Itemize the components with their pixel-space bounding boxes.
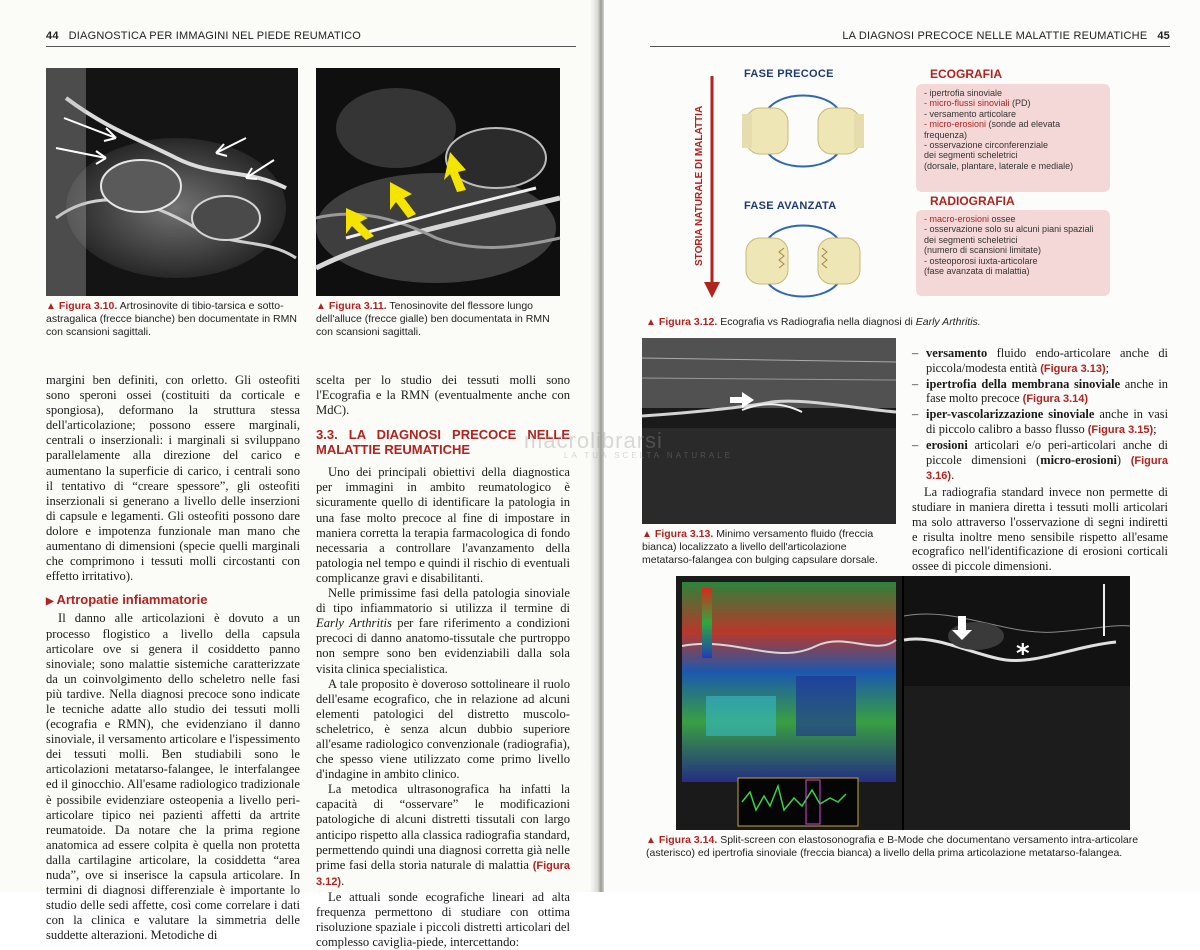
left-text-column-1 bbox=[46, 373, 300, 943]
figure-reference: (Figura 3.13) bbox=[1040, 362, 1106, 375]
caption-text: Minimo versamento fluido (freccia bianca) localizzato a livello dell'articolazione metatarso-falangea con bulging capsulare dorsale. bbox=[642, 528, 878, 566]
disease-history-arrow bbox=[692, 66, 732, 306]
list-item bbox=[912, 438, 1168, 484]
radiografia-box bbox=[916, 210, 1110, 296]
caption-text: Artrosinovite di tibio-tarsica e sotto-astragalica (frecce bianche) ben documentate in RMN con scansioni sagittali. bbox=[46, 300, 297, 338]
watermark-text: macrolibrarsi bbox=[524, 428, 663, 453]
box-text: ossee bbox=[989, 214, 1016, 224]
figure-3-10-image bbox=[46, 68, 298, 296]
early-joint-icon bbox=[738, 86, 868, 176]
italic-term: Early Arthritis. bbox=[915, 316, 981, 328]
box-text: (PD) bbox=[1009, 98, 1031, 109]
figure-reference: (Figura 3.16) bbox=[926, 454, 1168, 483]
advanced-joint-icon bbox=[738, 216, 868, 306]
caption-triangle-icon: ▲ bbox=[316, 301, 326, 312]
figure-label: Figura 3.11. bbox=[328, 300, 387, 312]
figure-3-11-caption bbox=[316, 300, 564, 339]
section-heading: 3.3. LA DIAGNOSI PRECOCE NELLE MALATTIE REUMATICHE bbox=[316, 427, 570, 458]
caption-triangle-icon: ▲ bbox=[46, 301, 56, 312]
bold-term: iper-vascolarizzazione sinoviale bbox=[926, 407, 1095, 422]
paragraph bbox=[316, 586, 570, 677]
box-line: - osservazione solo su alcuni piani spaziali bbox=[924, 224, 1094, 235]
list-item bbox=[912, 346, 1168, 377]
box-text: (sonde ad elevata frequenza) bbox=[924, 119, 1061, 140]
italic-term: Early Arthritis bbox=[316, 616, 392, 631]
text-span: anche in vasi di piccolo calibro a basso flusso bbox=[926, 407, 1169, 436]
figure-reference: (Figura 3.12) bbox=[316, 859, 570, 888]
text-span: Nelle primissime fasi della patologia sinoviale di tipo infiammatorio si utilizza il termine di bbox=[316, 586, 570, 616]
subheading-text: Artropatie infiammatorie bbox=[56, 592, 208, 608]
phase-early-label: FASE PRECOCE bbox=[744, 68, 834, 80]
box-line: - ipertrofia sinoviale bbox=[924, 88, 1003, 98]
caption-text: Tenosinovite del flessore lungo dell'alluce (frecce gialle) ben documentata in RMN con scansioni sagittali. bbox=[316, 300, 550, 338]
bold-term: versamento bbox=[926, 346, 988, 360]
text-span: articolari e/o peri-articolari anche di piccole dimensioni ( bbox=[926, 437, 1168, 467]
box-line: (dorsale, plantare, laterale e mediale) bbox=[924, 160, 1074, 171]
box-line: (fase avanzata di malattia) bbox=[924, 266, 1030, 277]
figure-3-13-caption bbox=[642, 528, 898, 567]
figure-3-12-diagram bbox=[676, 60, 1116, 310]
text-span: ; bbox=[1105, 360, 1110, 375]
right-running-title: LA DIAGNOSI PRECOCE NELLE MALATTIE REUMATICHE bbox=[842, 30, 1148, 42]
left-running-head bbox=[46, 30, 576, 47]
figure-label: Figura 3.12. bbox=[658, 316, 718, 328]
figure-3-11-image bbox=[316, 68, 560, 296]
bold-term: erosioni bbox=[926, 437, 968, 452]
caption-text: Split-screen con elastosonografia e B-Mode che documentano versamento intra-articolare (asterisco) ed ipertrofia sinoviale (freccia bianca) a livello della prima articolazione metatarso-falangea. bbox=[646, 834, 1139, 859]
text-span: ; bbox=[1153, 421, 1157, 436]
box-line: - osteoporosi iuxta-articolare bbox=[924, 255, 1038, 266]
box-line: dei segmenti scheletrici bbox=[924, 150, 1018, 161]
box-line: (numero di scansioni limitate) bbox=[924, 245, 1042, 256]
findings-list bbox=[912, 346, 1168, 484]
box-line: - versamento articolare bbox=[924, 108, 1017, 119]
box-line: dei segmenti scheletrici bbox=[924, 234, 1018, 245]
axis-label: STORIA NATURALE DI MALATTIA bbox=[694, 105, 705, 266]
caption-text: Ecografia vs Radiografia nella diagnosi di bbox=[720, 316, 913, 328]
paragraph: Il danno alle articolazioni è dovuto a un processo flogistico a livello della capsula articolare ove si genera il cosiddetto panno sinoviale; sono malattie sistemiche caratterizzate da un coinvolgimento dello scheletro nelle fasi più tardive. Nella diagnosi precoce sono indicate le tecniche adatte allo studio dei tessuti molli (ecografia e RMN), che evidenziano il danno sinoviale, il versamento articolare e l'ispessimento dei tessuti molli. Ben studiabili sono le articolazioni metatarso-falangee, le interfalangee ed il ginocchio. All'esame radiologico tradizionale è possibile evidenziare osteopenia a livello peri-articolare tipico nei pazienti affetti da artrite reumatoide. Da notare che la prima regione anatomica ad essere colpita è quella non protetta dalla cartilagine articolare, la cosiddetta “area nuda”, ove si inserisce la capsula articolare. In termini di diagnosi differenziale è importante lo studio delle sedi affette, così come correlare i dati con la clinica e valutare la simmetria delle suddette alterazioni. Metodiche di bbox=[46, 611, 300, 943]
text-span: per fare riferimento a condizioni precoci di danno anatomo-tissutale che purtroppo non sempre sono ben evidenziabili dalla sola visita clinica specialistica. bbox=[316, 616, 570, 676]
bold-term: ipertrofia della membrana sinoviale bbox=[926, 376, 1121, 391]
highlight-text: - macro-erosioni bbox=[924, 214, 990, 224]
text-span: anche in fase molto precoce bbox=[926, 376, 1168, 406]
watermark bbox=[524, 428, 733, 460]
left-page-number: 44 bbox=[46, 30, 59, 42]
figure-reference: (Figura 3.15) bbox=[1087, 423, 1154, 436]
svg-text:*: * bbox=[1016, 639, 1030, 669]
subheading-triangle-icon: ▶ bbox=[46, 596, 57, 608]
subheading bbox=[46, 592, 300, 609]
figure-label: Figura 3.14. bbox=[658, 834, 718, 846]
paragraph: scelta per lo studio dei tessuti molli sono l'Ecografia e la RMN (eventualmente anche con MdC). bbox=[316, 373, 570, 418]
box-line: - osservazione circonferenziale bbox=[924, 140, 1049, 151]
paragraph: margini ben definiti, con orletto. Gli osteofiti sono speroni ossei (costituiti da corticale e spongiosa), deformano la struttura stessa dell'articolazione; possono essere marginali, centrali o inserzionali: i marginali si sviluppano parallelamente alla direzione del carico e aumentano la superficie di carico, i centrali sono il tentativo di “creare spessore”, gli osteofiti inserzionali si generano a livello delle inserzioni di capsule e legamenti. Gli osteofiti possono dare dolore e impotenza funzionale man mano che aumentano di dimensioni (specie quelli marginali che comprimono i tessuti molli circostanti con effetto irritativo). bbox=[46, 373, 300, 584]
paragraph: A tale proposito è doveroso sottolineare il ruolo dell'esame ecografico, che in relazione ad alcuni elementi patologici del distretto muscolo-scheletrico, è senza alcun dubbio superiore all'esame radiologico convenzionale (radiografia), che spesso viene utilizzato come primo livello d'indagine in ambito clinico. bbox=[316, 676, 570, 782]
list-item bbox=[912, 377, 1168, 408]
figure-label: Figura 3.13. bbox=[654, 528, 714, 540]
right-text-column bbox=[912, 346, 1168, 574]
right-running-head bbox=[650, 30, 1170, 47]
caption-triangle-icon: ▲ bbox=[646, 317, 656, 328]
figure-3-12-caption bbox=[646, 316, 1166, 329]
left-running-title: DIAGNOSTICA PER IMMAGINI NEL PIEDE REUMATICO bbox=[68, 30, 362, 42]
right-page-number: 45 bbox=[1157, 30, 1170, 42]
ecografia-box bbox=[916, 84, 1110, 192]
list-item bbox=[912, 407, 1168, 438]
text-span: La metodica ultrasonografica ha infatti la capacità di “osservare” le modificazioni patologiche di alcuni distretti tissutali con largo anticipo rispetto alla classica radiografia standard, permettendo quindi una diagnosi corretta già nelle prime fasi della storia naturale di malattia bbox=[316, 782, 570, 872]
caption-triangle-icon: ▲ bbox=[646, 835, 656, 846]
text-span: ) bbox=[1116, 452, 1131, 467]
phase-advanced-label: FASE AVANZATA bbox=[744, 200, 837, 212]
bold-term: micro-erosioni bbox=[1040, 452, 1117, 467]
watermark-subtext: LA TUA SCELTA NATURALE bbox=[564, 451, 733, 460]
highlight-text: - micro-erosioni bbox=[924, 119, 987, 130]
paragraph: Uno dei principali obiettivi della diagnostica per immagini in ambito reumatologico è sicuramente quello di identificare la patologia in una fase molto precoce al fine di impostare in maniera corretta la terapia farmacologica di fondo necessaria a controllare l'avanzamento della patologia nel tempo e quindi il rischio di eventuali complicanze gravi e disabilitanti. bbox=[316, 465, 570, 585]
box-line bbox=[924, 214, 1102, 224]
box-line bbox=[924, 98, 1102, 108]
box-line bbox=[924, 119, 1102, 140]
figure-reference: (Figura 3.14) bbox=[1022, 393, 1089, 406]
figure-3-14-image bbox=[676, 576, 1130, 830]
text-span: fluido endo-articolare anche di piccola/modesta entità bbox=[926, 346, 1168, 375]
figure-label: Figura 3.10. bbox=[58, 300, 118, 312]
paragraph: La radiografia standard invece non permette di studiare in maniera diretta i tessuti molli articolari ma solo attraverso l'osservazione di segni indiretti e risulta inoltre meno sensibile rispetto all'esame ecografico nell'identificazione di erosioni corticali ossee di piccole dimensioni. bbox=[912, 485, 1168, 574]
figure-3-10-caption bbox=[46, 300, 300, 339]
figure-3-14-caption bbox=[646, 834, 1170, 860]
caption-triangle-icon: ▲ bbox=[642, 529, 652, 540]
highlight-text: - micro-flussi sinoviali bbox=[924, 98, 1010, 109]
radiografia-title: RADIOGRAFIA bbox=[930, 194, 1015, 208]
ecografia-title: ECOGRAFIA bbox=[930, 67, 1002, 81]
text-span: . bbox=[951, 468, 955, 483]
paragraph: La metodica ultrasonografica ha infatti la capacità di “osservare” le modificazioni patologiche di alcuni distretti tissutali con largo anticipo rispetto alla classica radiografia standard, permettendo quindi una diagnosi corretta già nelle prime fasi della storia naturale di malattia (Figura 3.12). bbox=[316, 782, 570, 888]
paragraph: Le attuali sonde ecografiche lineari ad alta frequenza permettono di studiare con ottima risoluzione spaziale i piccoli distretti articolari del complesso caviglia-piede, intercettando: bbox=[316, 889, 570, 950]
